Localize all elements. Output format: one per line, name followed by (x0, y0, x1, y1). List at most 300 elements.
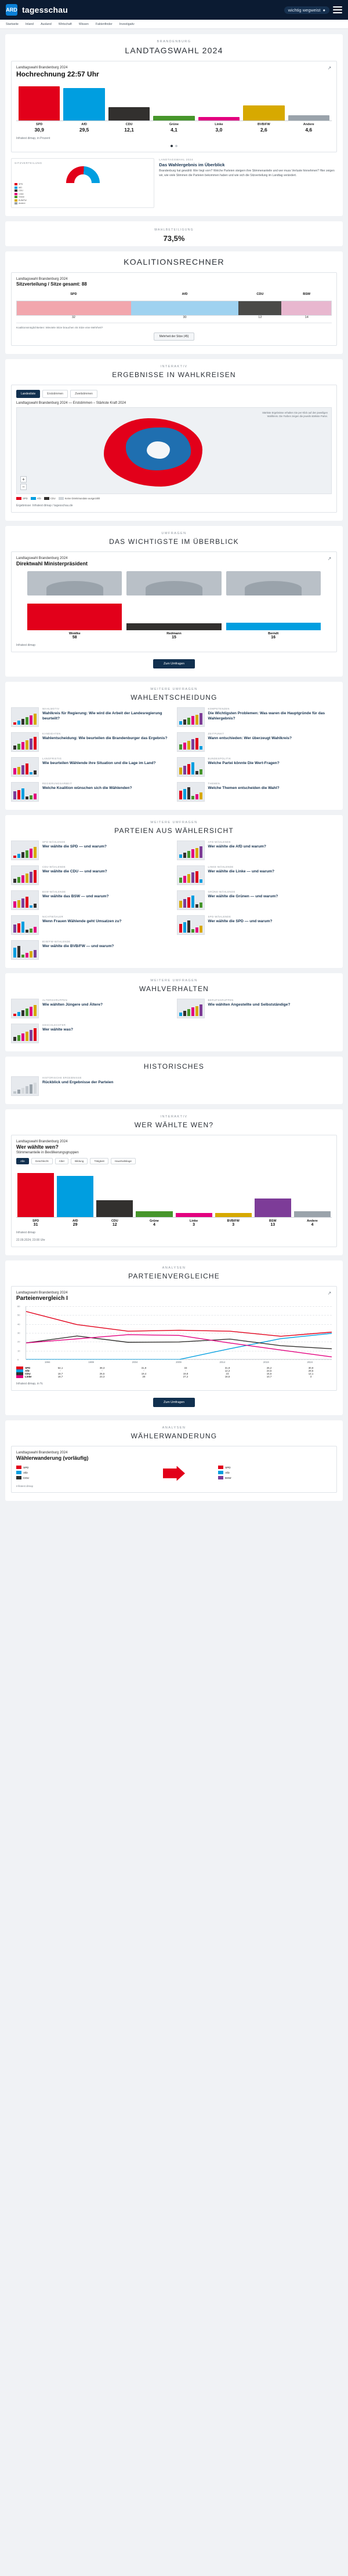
thumb-bar (200, 1004, 202, 1016)
thumb-bar (21, 955, 24, 958)
bar-fill (226, 623, 321, 630)
card-text (42, 940, 172, 960)
card-kicker: LANGFRISTIG (42, 757, 62, 760)
card-text (42, 757, 172, 777)
x-tick-label: 2019 (263, 1361, 269, 1364)
thumb-bar (21, 788, 24, 799)
seat-count-cdu: 12 (258, 316, 262, 319)
share-icon[interactable]: ↗ (327, 65, 332, 71)
section-landtagswahl (5, 34, 343, 216)
seat-block-spd[interactable] (17, 301, 131, 315)
wahlkreise-subtitle: Landtagswahl Brandenburg 2024 — Erststimmen – Stärkste Kraft 2024 (16, 401, 126, 405)
seat-names-row (16, 291, 332, 296)
card-thumbnail (11, 999, 39, 1018)
row-party: CDU (25, 1372, 31, 1375)
ww-kicker: ANALYSEN (162, 1426, 186, 1430)
card-kicker: ZEITPUNKT (208, 732, 224, 735)
party-swatch (16, 1471, 21, 1474)
panel-subtitle: Landtagswahl Brandenburg 2024 (16, 66, 68, 70)
party-value: 29 (72, 1223, 78, 1227)
bar-fill (243, 105, 284, 120)
card-headline[interactable]: Welche Koalition wünschen sich die Wählenden? (42, 786, 132, 790)
bar-label-linke (198, 123, 240, 133)
thumb-bar (26, 1009, 28, 1016)
teaser-overview[interactable] (11, 158, 337, 208)
avatar (27, 571, 122, 595)
card-headline[interactable]: Wie wählten Jüngere und Ältere? (42, 1003, 103, 1007)
table-cell: 18,7 (57, 1375, 63, 1378)
thumb-bar (21, 765, 24, 774)
umfrage-card[interactable] (11, 1024, 172, 1043)
card-kicker: CDU-WÄHLENDE (42, 865, 66, 868)
candidate-bar-woidke (27, 598, 122, 630)
hamburger-icon[interactable] (333, 6, 342, 13)
thumb-bar (191, 796, 194, 799)
map-zoom-controls[interactable] (20, 476, 27, 490)
party-name: Linke (190, 1219, 198, 1223)
party-name: Grüne (150, 1219, 159, 1223)
thumb-bar (34, 870, 37, 883)
umfrage-card[interactable] (177, 865, 338, 885)
card-text (42, 732, 172, 752)
card-headline[interactable]: Wer wählte was? (42, 1028, 74, 1032)
thumb-bar (34, 770, 37, 774)
bar-cdu (108, 83, 150, 120)
thumb-chart (179, 845, 202, 858)
bar-fill (153, 116, 194, 120)
thumb-bar (191, 896, 194, 908)
direktwahl-heading: Direktwahl Ministerpräsident (16, 561, 88, 567)
party-value: 31 (33, 1223, 38, 1227)
card-kicker: HISTORISCHE ERGEBNISSE (42, 1076, 82, 1079)
wahlverhalten-kicker: WEITERE UMFRAGEN (150, 979, 198, 982)
bar-afd (63, 83, 104, 120)
legend-swatch (14, 202, 17, 204)
legend-label: Linke (19, 192, 24, 195)
thumb-bar (34, 1083, 37, 1094)
filter-chip-alter[interactable]: Alter (55, 1158, 68, 1164)
seat-distribution-bar[interactable] (16, 301, 332, 316)
card-text (208, 865, 338, 885)
card-headline[interactable]: Wann entschieden: Wer überzeugt Wahlkreis? (208, 736, 292, 740)
table-cell: 18,7 (57, 1372, 63, 1375)
thumb-bar (30, 849, 32, 858)
tab-erststimmen[interactable]: Erststimmen (42, 390, 68, 398)
nav-item-investigativ[interactable]: Investigativ (119, 22, 135, 26)
thumb-bar (17, 877, 20, 883)
thumb-bar (26, 1086, 28, 1094)
table-cell: - (143, 1369, 144, 1372)
thumb-bar (13, 879, 16, 883)
filter-chip-alle[interactable]: Alle (16, 1158, 29, 1164)
party-value: 13 (270, 1223, 276, 1227)
card-text (208, 707, 338, 727)
werwaehltewen-kicker: INTERAKTIV (160, 1115, 188, 1119)
direktwahl-subtitle: Landtagswahl Brandenburg 2024 (16, 557, 68, 560)
thumb-bar (183, 743, 186, 750)
table-cell: 15,6 (266, 1372, 272, 1375)
thumb-bar (30, 1007, 32, 1016)
seat-block-bsw[interactable] (281, 301, 331, 315)
www-filter-chips[interactable] (16, 1158, 332, 1164)
section-kicker: BRANDENBURG (157, 40, 191, 43)
bar-fill (63, 88, 104, 120)
www-subtitle: Landtagswahl Brandenburg 2024 (16, 1140, 68, 1143)
thumb-bar (13, 722, 16, 725)
thumb-bar (26, 763, 28, 774)
thumb-chart (179, 895, 202, 908)
card-headline[interactable]: Rückblick und Ergebnisse der Parteien (42, 1080, 114, 1084)
card-headline[interactable]: Wie wählten Angestellte und Selbstständige? (208, 1003, 291, 1007)
card-headline[interactable]: Wahlentscheidung: Wie beurteilen die Brandenburger das Ergebnis? (42, 736, 168, 740)
card-thumbnail (177, 865, 205, 885)
card-kicker: KOMPETENZEN (208, 707, 230, 710)
thumb-bar (191, 762, 194, 774)
card-thumbnail (11, 1076, 39, 1096)
party-value: 12 (112, 1223, 117, 1227)
pv-footnote: Infratest dimap, in % (16, 1382, 43, 1386)
card-headline[interactable]: Welche Themen entscheiden die Wahl? (208, 786, 280, 790)
ww-source-afd[interactable] (16, 1471, 130, 1474)
thumb-chart (179, 762, 202, 774)
map-legend-swatch (44, 497, 49, 500)
card-text (42, 841, 172, 860)
legend-label: SPD (19, 183, 23, 185)
card-text (208, 757, 338, 777)
ww-source-cdu[interactable] (16, 1476, 130, 1479)
card-kicker: SPD-WÄHLENDE (208, 915, 231, 918)
card-headline[interactable]: Wer wählte die AfD und warum? (208, 845, 266, 849)
bar-fill (255, 1199, 291, 1217)
wahlkreise-tabs[interactable] (16, 390, 332, 398)
thumb-bar (17, 1012, 20, 1016)
card-text (208, 890, 338, 910)
ww-panel (11, 1446, 337, 1493)
thumb-bar (21, 852, 24, 858)
umfrage-card[interactable] (177, 707, 338, 727)
card-headline[interactable]: Wenn Frauen Wählende geht Umsatzen zu? (42, 919, 122, 923)
umfrage-card[interactable] (11, 707, 172, 727)
umfrage-card[interactable] (177, 890, 338, 910)
umfrage-card[interactable] (11, 865, 172, 885)
umfrage-card[interactable] (11, 1076, 172, 1096)
bar-party-name: CDU (125, 123, 133, 126)
card-headline[interactable]: Wer wählte die Grünen — und warum? (208, 894, 278, 898)
bar-value: 30,9 (34, 127, 44, 133)
share-icon[interactable]: ↗ (327, 556, 332, 561)
zu-den-umfragen-button[interactable]: Zum Umfragen (153, 659, 195, 668)
carousel-dot-1[interactable] (171, 145, 173, 147)
filter-chip-bildung[interactable]: Bildung (71, 1158, 88, 1164)
wahlkreis-map[interactable] (16, 407, 332, 494)
candidate-photo-redmann (126, 571, 221, 595)
bar-party-name: Linke (215, 123, 223, 126)
map-legend-swatch (59, 497, 64, 500)
card-headline[interactable]: Wer wählte die Linke — und warum? (208, 869, 275, 874)
pv-kicker: ANALYSEN (162, 1266, 186, 1270)
thumb-bar (30, 739, 32, 750)
card-thumbnail (11, 915, 39, 935)
umfrage-card[interactable] (177, 782, 338, 802)
table-cell: 19,4 (141, 1372, 147, 1375)
card-headline[interactable]: Wer wählte die SPD — und warum? (42, 845, 107, 849)
nav-item-ausland[interactable]: Ausland (41, 22, 52, 26)
ww-target-bsw[interactable] (218, 1476, 332, 1479)
umfrage-card[interactable] (11, 940, 172, 960)
card-kicker: WAHLMOTIV (42, 707, 60, 710)
thumb-bar (183, 876, 186, 883)
teaser-headline[interactable]: Das Wahlergebnis im Überblick (159, 162, 225, 167)
legend-swatch (14, 187, 17, 189)
koalition-panel (11, 272, 337, 346)
umfrage-card[interactable] (177, 915, 338, 935)
thumb-bar (183, 899, 186, 908)
seat-count-spd: 32 (71, 316, 75, 319)
y-tick-label: 10 (17, 1349, 20, 1353)
party-label: CDU (23, 1476, 29, 1479)
candidate-name: Berndt (268, 632, 279, 635)
card-kicker: SPD-WÄHLENDE (42, 841, 66, 843)
teaser-text (159, 158, 337, 208)
umfrage-card[interactable] (11, 757, 172, 777)
nav-item-wirtschaft[interactable]: Wirtschaft (58, 22, 72, 26)
table-cell: 26,2 (266, 1366, 272, 1369)
thumb-bar (26, 1032, 28, 1041)
card-headline[interactable]: Wer wählte die BVB/FW — und warum? (42, 944, 114, 948)
card-kicker: REGIERUNGSARBEIT (42, 782, 72, 785)
ww-target-spd[interactable] (218, 1466, 332, 1469)
thumb-bar (13, 1037, 16, 1041)
bar-fill (198, 117, 240, 120)
hochrechnung-bars (16, 83, 332, 121)
thumb-bar (30, 795, 32, 799)
bar-label-afd (63, 123, 104, 133)
pv-panel (11, 1286, 337, 1391)
umfrage-card[interactable] (11, 890, 172, 910)
zoom-in-button[interactable]: + (20, 476, 27, 483)
table-cell: - (185, 1369, 186, 1372)
x-tick-label: 2004 (132, 1361, 138, 1364)
map-legend-label: SPD (23, 497, 28, 500)
section-waehlerwanderung (5, 1420, 343, 1501)
party-name: SPD (32, 1219, 39, 1223)
thumb-bar (187, 920, 190, 933)
legend-swatch (14, 189, 17, 192)
table-cell: 27,2 (183, 1375, 188, 1378)
teaser-legend (14, 183, 151, 204)
thumb-chart (179, 712, 202, 725)
party-name: BSW (269, 1219, 277, 1223)
umfrage-card[interactable] (11, 915, 172, 935)
umfrage-card[interactable] (177, 999, 338, 1018)
user-icon: ● (322, 7, 325, 13)
card-text (42, 707, 172, 727)
series-line-afd (26, 1333, 332, 1360)
umfrage-card[interactable] (11, 841, 172, 860)
teaser-chart (11, 158, 154, 208)
bar-label-spd (19, 123, 60, 133)
card-kicker: THEMEN (208, 782, 220, 785)
thumb-bar (183, 853, 186, 858)
seat-block-cdu[interactable] (238, 301, 281, 315)
legend-swatch (14, 193, 17, 195)
card-headline[interactable]: Wer wählte die SPD — und warum? (208, 919, 273, 923)
arrow-right-icon (163, 1466, 185, 1481)
umfrage-card[interactable] (177, 732, 338, 752)
table-cell: 23 (226, 1372, 229, 1375)
bar-value: 4,1 (171, 127, 177, 133)
card-kicker: BSW-WÄHLENDE (42, 890, 66, 893)
thumb-bar (26, 796, 28, 799)
candidate-value: 15 (172, 635, 176, 640)
filter-chip-haushaltslage[interactable]: Haushaltslage (111, 1158, 136, 1164)
seat-donut-chart (66, 166, 100, 183)
party-value: 3 (232, 1223, 235, 1227)
ww-source-spd[interactable] (16, 1466, 130, 1469)
thumb-bar (34, 1028, 37, 1041)
www-bar-afd (57, 1169, 93, 1217)
legend-label: Grüne (19, 196, 24, 198)
www-bar-bsw (255, 1169, 291, 1217)
party-name: CDU (111, 1219, 118, 1223)
www-bar-bvb/fw (215, 1169, 252, 1217)
umfrage-card[interactable] (11, 782, 172, 802)
thumb-bar (21, 1033, 24, 1041)
table-cell: 31,9 (141, 1366, 147, 1369)
seat-block-afd[interactable] (131, 301, 238, 315)
party-swatch (218, 1466, 223, 1469)
seat-name-spd: SPD (70, 293, 77, 296)
zoom-out-button[interactable]: − (20, 484, 27, 490)
bar-fill (57, 1176, 93, 1217)
thumb-bar (183, 719, 186, 725)
card-headline[interactable]: Die Wichtigsten Problemen: Was waren die Hauptgründe für das Wahlergebnis? (208, 711, 325, 721)
nav-item-inland[interactable]: Inland (25, 22, 34, 26)
pv-subtitle: Landtagswahl Brandenburg 2024 (16, 1291, 68, 1295)
carousel-dots[interactable] (16, 145, 332, 147)
thumb-bar (21, 1088, 24, 1094)
map-legend-item (59, 497, 100, 500)
thumb-bar (34, 927, 37, 933)
koalition-subtitle: Landtagswahl Brandenburg 2024 (16, 277, 68, 281)
thumb-chart (13, 1081, 37, 1094)
ww-footnote: Infratest dimap (16, 1485, 34, 1488)
x-tick-label: 1999 (88, 1361, 95, 1364)
hochrechnung-labels (16, 121, 332, 133)
card-headline[interactable]: Wahlkreis für Regierung: Wie wird die Arbeit der Landesregierung beurteilt? (42, 711, 162, 721)
thumb-bar (200, 713, 202, 725)
section-werwaehltewen (5, 1109, 343, 1255)
tab-landesliste[interactable]: Landesliste (16, 390, 40, 398)
umfrage-card[interactable] (177, 757, 338, 777)
thumb-bar (34, 950, 37, 958)
thumb-chart (13, 1003, 37, 1016)
wahlkreise-panel (11, 385, 337, 513)
card-headline[interactable]: Wer wählte die CDU — und warum? (42, 869, 107, 874)
page-title: LANDTAGSWAHL 2024 (125, 46, 223, 55)
umfrage-card[interactable] (11, 999, 172, 1018)
thumb-bar (17, 767, 20, 774)
seat-numbers-row (16, 316, 332, 319)
thumb-bar (187, 718, 190, 725)
thumb-bar (17, 744, 20, 750)
table-cell: 29,5 (308, 1369, 314, 1372)
bar-party-name: BVB/FW (257, 123, 270, 126)
seat-count-bsw: 14 (304, 316, 309, 319)
wahlverhalten-title: WAHLVERHALTEN (139, 985, 209, 993)
panel-heading: Hochrechnung 22:57 Uhr (16, 70, 99, 78)
nav-item-faktenfinder[interactable]: Faktenfinder (95, 22, 113, 26)
ww-title: WÄHLERWANDERUNG (130, 1432, 217, 1440)
bar-fill (96, 1200, 133, 1217)
filter-chip-geschlecht[interactable]: Geschlecht (31, 1158, 53, 1164)
card-headline[interactable]: Welche Partei könnte Die Wert-Fragen? (208, 761, 280, 765)
legend-item (14, 187, 151, 189)
filter-chip-tätigkeit[interactable]: Tätigkeit (90, 1158, 108, 1164)
table-cell: - (102, 1369, 103, 1372)
ww-target-afd[interactable] (218, 1471, 332, 1474)
pv-heading: Parteienvergleich I (16, 1295, 68, 1302)
bar-fill (108, 107, 150, 120)
koalition-heading: Sitzverteilung / Sitze gesamt: 88 (16, 282, 87, 287)
header-pill[interactable] (284, 6, 329, 14)
row-party: SPD (25, 1366, 31, 1369)
card-kicker: AFD-WÄHLENDE (208, 841, 231, 843)
card-text (42, 915, 172, 935)
ww-arrow (135, 1466, 213, 1481)
majority-button[interactable]: Mehrheit der Sitze (45) (154, 332, 195, 341)
wahlkreise-kicker: INTERAKTIV (160, 365, 188, 368)
thumb-chart (13, 787, 37, 799)
thumb-bar (21, 719, 24, 725)
bar-value: 4,6 (305, 127, 313, 133)
thumb-bar (179, 901, 182, 908)
thumb-bar (195, 715, 198, 725)
section-wahlentscheidung (5, 682, 343, 810)
card-headline[interactable]: Wer wählte das BSW — und warum? (42, 894, 109, 898)
umfrage-card[interactable] (177, 841, 338, 860)
thumb-bar (17, 946, 20, 958)
thumb-bar (30, 929, 32, 933)
teaser-body: Brandenburg hat gewählt: Wer liegt vorn? Welche Parteien steigern ihre Stimmenanteile und wer muss Verluste hinnehmen? Hier zeigen wir, wie viele Stimmen die Parteien bekommen haben und wie sich die Sitzverteilung im Landtag verändert. (159, 169, 335, 177)
bar-spd (19, 83, 60, 120)
card-thumbnail (11, 940, 39, 960)
card-kicker: BERUFSGRUPPEN (208, 999, 234, 1002)
map-note: Stärkste Ergebnisse erhalten Sie per Klick auf den jeweiligen Wahlkreis. Die Farben zeigen die jeweils stärkste Partei. (262, 411, 328, 418)
nav-item-wissen[interactable]: Wissen (78, 22, 89, 26)
werwaehltewen-panel (11, 1135, 337, 1247)
thumb-bar (13, 1014, 16, 1016)
thumb-chart (13, 712, 37, 725)
umfrage-card[interactable] (11, 732, 172, 752)
www-bar-spd (17, 1169, 54, 1217)
www-bar-grüne (136, 1169, 172, 1217)
www-bars (16, 1169, 332, 1218)
card-headline[interactable]: Wie beurteilen Wählende ihre Situation und die Lage im Land? (42, 761, 156, 765)
map-region-berlin[interactable] (147, 441, 170, 459)
nav-item-startseite[interactable]: Startseite (6, 22, 19, 26)
x-tick-label: 1994 (44, 1361, 50, 1364)
table-cell: - (60, 1369, 61, 1372)
tab-zweitstimmen[interactable]: Zweitstimmen (70, 390, 97, 398)
carousel-dot-2[interactable] (175, 145, 177, 147)
thumb-bar (179, 924, 182, 933)
brand-title[interactable]: tagesschau (22, 5, 68, 14)
thumb-bar (17, 790, 20, 800)
share-icon[interactable]: ↗ (327, 1291, 332, 1296)
pv-more-button[interactable]: Zum Umfragen (153, 1398, 195, 1407)
card-kicker: NICHTWÄHLER (42, 915, 64, 918)
